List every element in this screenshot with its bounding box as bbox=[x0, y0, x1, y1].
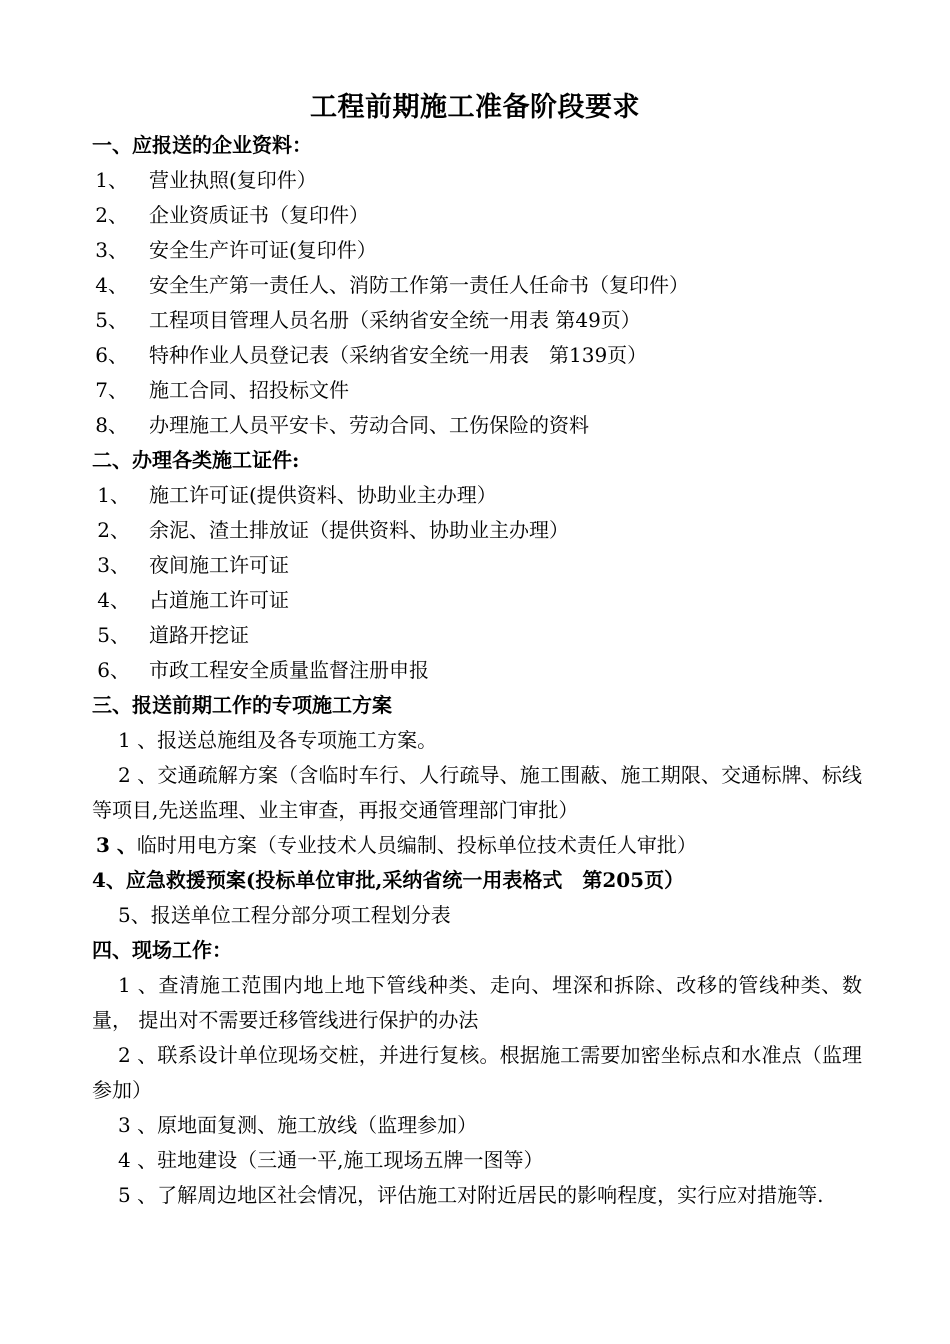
list-item: 1 、报送总施组及各专项施工方案。 bbox=[118, 728, 438, 752]
list-item: 5 、了解周边地区社会情况，评估施工对附近居民的影响程度，实行应对措施等. bbox=[118, 1183, 824, 1207]
list-item: 7、 施工合同、招投标文件 bbox=[95, 378, 349, 402]
list-item: 6、 特种作业人员登记表（采纳省安全统一用表 第139页） bbox=[95, 343, 648, 367]
list-item: 5、 道路开挖证 bbox=[97, 623, 249, 647]
list-item: 5、报送单位工程分部分项工程划分表 bbox=[118, 903, 451, 927]
list-item: 2、 余泥、渣土排放证（提供资料、协助业主办理） bbox=[97, 518, 569, 542]
list-item: 4 、驻地建设（三通一平,施工现场五牌一图等） bbox=[118, 1148, 544, 1172]
section-heading-2: 二、办理各类施工证件: bbox=[92, 448, 300, 472]
list-item: 3 、临时用电方案（专业技术人员编制、投标单位技术责任人审批） bbox=[96, 833, 697, 857]
list-item: 3、 夜间施工许可证 bbox=[97, 553, 289, 577]
list-item: 1 、查清施工范围内地上地下管线种类、走向、埋深和拆除、改移的管线种类、数量， 提出对不需要迁移管线进行保护的办法 bbox=[92, 973, 862, 1032]
list-item: 6、 市政工程安全质量监督注册申报 bbox=[97, 658, 429, 682]
list-item: 2 、联系设计单位现场交桩，并进行复核。根据施工需要加密坐标点和水准点（监理参加） bbox=[92, 1043, 862, 1102]
list-item: 1、 施工许可证(提供资料、协助业主办理） bbox=[97, 483, 497, 507]
list-item: 3、 安全生产许可证(复印件） bbox=[95, 238, 377, 262]
section-heading-3: 三、报送前期工作的专项施工方案 bbox=[92, 693, 392, 717]
list-item: 4、 安全生产第一责任人、消防工作第一责任人任命书（复印件） bbox=[95, 273, 689, 297]
list-item: 1、 营业执照(复印件） bbox=[95, 168, 317, 192]
section-heading-1: 一、应报送的企业资料： bbox=[92, 133, 312, 157]
list-item: 3 、原地面复测、施工放线（监理参加） bbox=[118, 1113, 478, 1137]
list-item: 4、 占道施工许可证 bbox=[97, 588, 289, 612]
document-body bbox=[92, 128, 862, 1248]
list-item: 8、 办理施工人员平安卡、劳动合同、工伤保险的资料 bbox=[95, 413, 589, 437]
list-item: 2、 企业资质证书（复印件） bbox=[95, 203, 369, 227]
page-title: 工程前期施工准备阶段要求 bbox=[310, 92, 640, 123]
section-heading-4: 四、现场工作： bbox=[92, 938, 232, 962]
list-item: 5、 工程项目管理人员名册（采纳省安全统一用表 第49页） bbox=[95, 308, 641, 332]
list-item: 4、应急救援预案(投标单位审批,采纳省统一用表格式 第205页） bbox=[92, 868, 685, 892]
list-item: 2 、交通疏解方案（含临时车行、人行疏导、施工围蔽、施工期限、交通标牌、标线等项目,先送监理、业主审查，再报交通管理部门审批） bbox=[92, 763, 862, 822]
